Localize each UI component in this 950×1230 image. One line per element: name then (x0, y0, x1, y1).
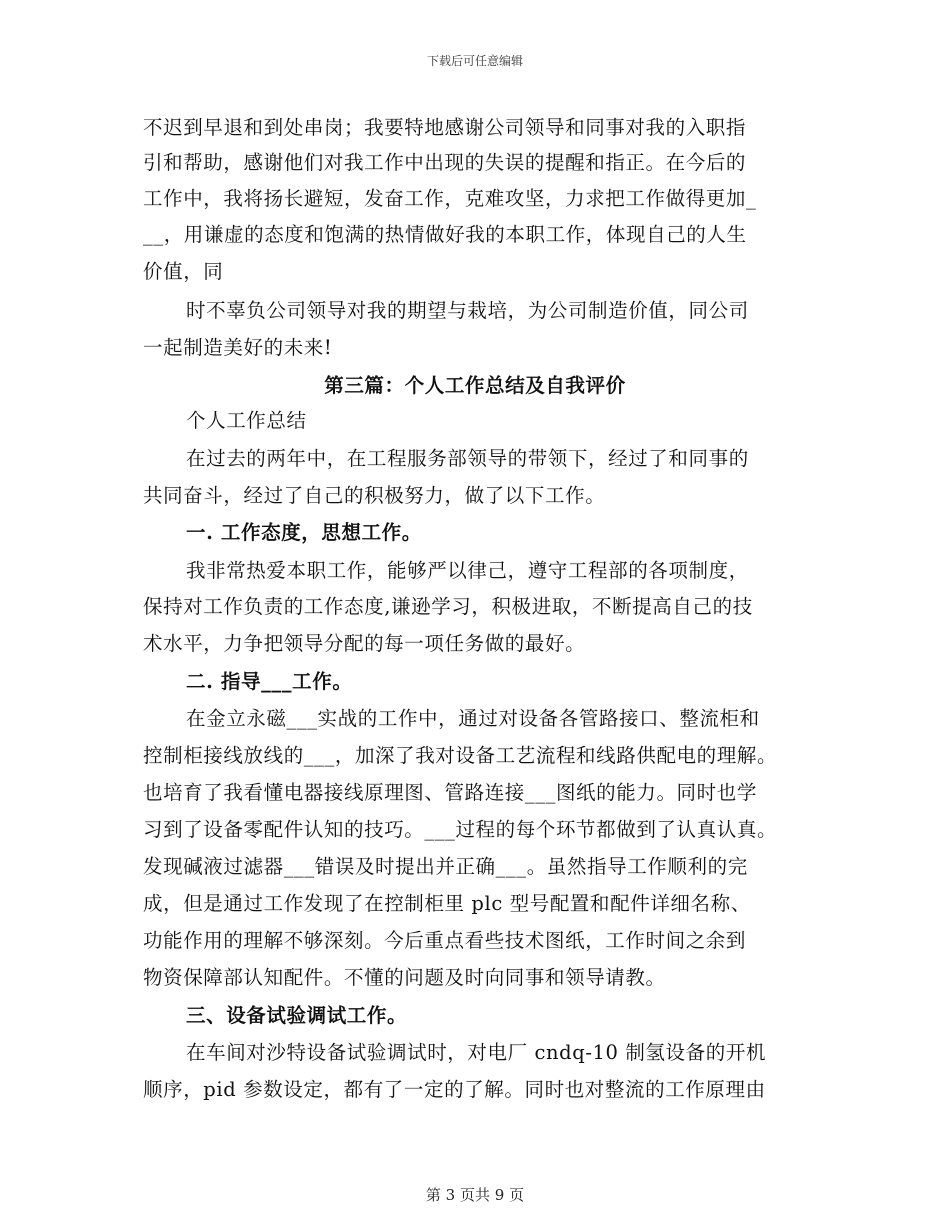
body-line: 物资保障部认知配件。不懂的问题及时向同事和领导请教。 (143, 966, 666, 989)
section-title: 第三篇：个人工作总结及自我评价 (324, 374, 626, 397)
body-line: 也培育了我看懂电器接线原理图、管路连接___图纸的能力。同时也学 (143, 781, 757, 804)
body-line: 功能作用的理解不够深刻。今后重点看些技术图纸，工作时间之余到 (143, 929, 747, 952)
page-footer: 第 3 页共 9 页 (425, 1186, 525, 1204)
body-line: 术水平，力争把领导分配的每一项任务做的最好。 (143, 632, 586, 655)
body-line: 顺序，pid 参数设定，都有了一定的了解。同时也对整流的工作原理由 (143, 1078, 766, 1101)
body-line: 共同奋斗，经过了自己的积极努力，做了以下工作。 (143, 484, 606, 507)
body-line: 在金立永磁___实战的工作中，通过对设备各管路接口、整流柜和 (186, 707, 760, 730)
section-heading-1: 一. 工作态度，思想工作。 (186, 521, 422, 544)
body-line: 价值，同 (143, 260, 224, 283)
body-line: 发现碱液过滤器___错误及时提出并正确___。虽然指导工作顺利的完 (143, 855, 748, 878)
body-line: 不迟到早退和到处串岗；我要特地感谢公司领导和同事对我的入职指 (143, 116, 747, 139)
body-line: 我非常热爱本职工作，能够严以律己，遵守工程部的各项制度， (186, 559, 749, 582)
body-line: 习到了设备零配件认知的技巧。___过程的每个环节都做到了认真认真。 (143, 818, 778, 841)
body-line: __，用谦虚的态度和饱满的热情做好我的本职工作，体现自己的人生 (143, 223, 747, 246)
body-line: 成，但是通过工作发现了在控制柜里 plc 型号配置和配件详细名称、 (143, 892, 751, 915)
section-heading-2: 二. 指导___工作。 (186, 670, 353, 693)
body-line: 在车间对沙特设备试验调试时，对电厂 cndq-10 制氢设备的开机 (186, 1041, 767, 1064)
body-line: 控制柜接线放线的___，加深了我对设备工艺流程和线路供配电的理解。 (143, 744, 778, 767)
body-line: 一起制造美好的未来! (143, 336, 333, 359)
body-line: 保持对工作负责的工作态度,谦逊学习，积极进取，不断提高自己的技 (143, 595, 753, 618)
page-header: 下载后可任意编辑 (426, 54, 523, 68)
subheading: 个人工作总结 (186, 409, 307, 432)
body-line: 引和帮助，感谢他们对我工作中出现的失误的提醒和指正。在今后的 (143, 151, 747, 174)
body-line: 在过去的两年中，在工程服务部领导的带领下，经过了和同事的 (186, 447, 749, 470)
body-line: 时不辜负公司领导对我的期望与栽培，为公司制造价值，同公司 (186, 299, 749, 322)
section-heading-3: 三、设备试验调试工作。 (186, 1004, 408, 1027)
body-line: 工作中，我将扬长避短，发奋工作，克难攻坚，力求把工作做得更加_ (143, 187, 757, 210)
